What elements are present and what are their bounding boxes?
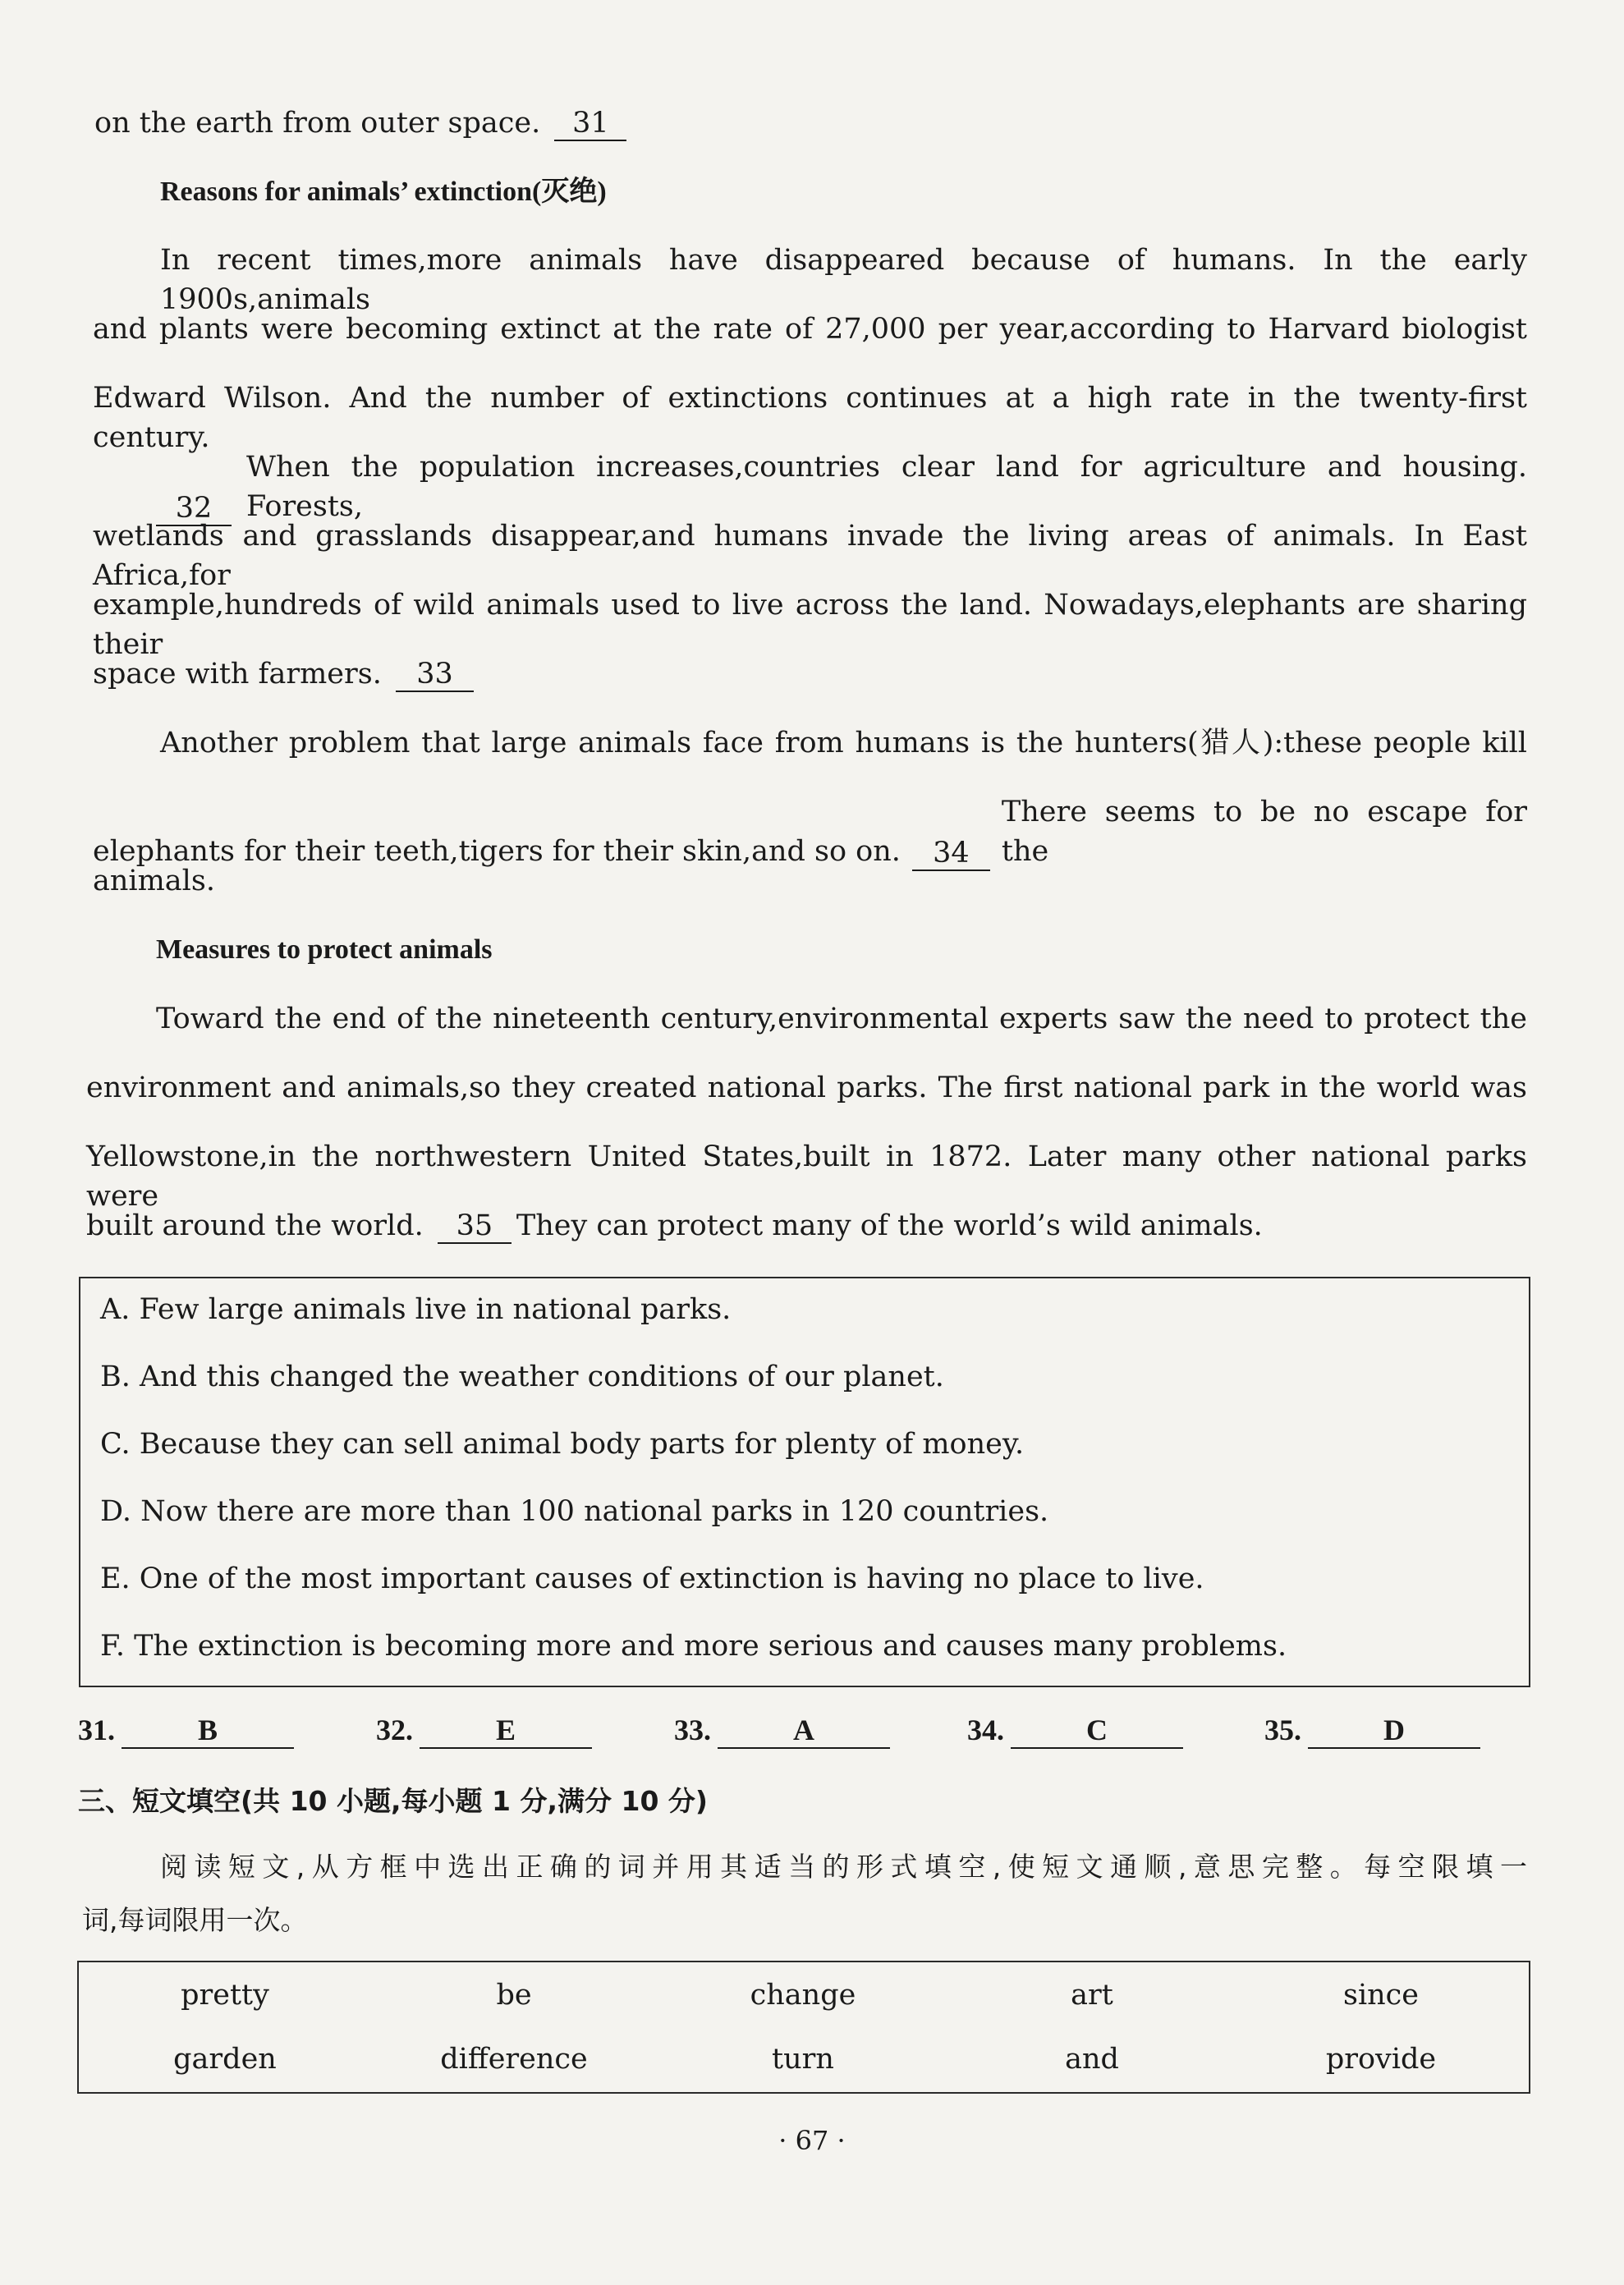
heading-reasons: Reasons for animals’ extinction(灭绝) (160, 177, 607, 207)
answer-value: E (420, 1713, 592, 1749)
answer-number: 34. (967, 1714, 1004, 1746)
option-c: C. Because they can sell animal body parts for plenty of money. (100, 1428, 1025, 1461)
answer-value: C (1011, 1713, 1183, 1749)
word-difference: difference (440, 2043, 588, 2076)
answer-value: D (1308, 1713, 1480, 1749)
answer-value: B (122, 1713, 294, 1749)
passage-line: In recent times,more animals have disappeared because of humans. In the early 1900s,animals (160, 244, 1527, 316)
word-and: and (1065, 2043, 1119, 2076)
answer-number: 32. (376, 1714, 413, 1746)
option-f: F. The extinction is becoming more and more serious and causes many problems. (100, 1630, 1287, 1663)
word-garden: garden (173, 2043, 277, 2076)
option-a: A. Few large animals live in national parks. (100, 1293, 732, 1326)
word-turn: turn (772, 2043, 834, 2076)
answer-32 (376, 1713, 592, 1749)
section3-title (78, 1782, 708, 1821)
page-number: · 67 · (778, 2125, 846, 2156)
blank-34: 34 (912, 837, 990, 871)
passage-line: animals. (93, 865, 215, 897)
section3-instruction: 阅读短文,从方框中选出正确的词并用其适当的形式填空,使短文通顺,意思完整。每空限填一 (160, 1851, 1527, 1883)
word-art: art (1071, 1979, 1113, 2012)
passage-line (86, 1206, 1263, 1246)
option-d: D. Now there are more than 100 national parks in 120 countries. (100, 1495, 1049, 1528)
passage-line: environment and animals,so they created national parks. The first national park in the world was (86, 1071, 1527, 1104)
word-since: since (1342, 1979, 1419, 2012)
passage-line (156, 447, 1527, 526)
passage-text: space with farmers. (93, 658, 382, 691)
option-b: B. And this changed the weather conditions of our planet. (100, 1360, 944, 1393)
passage-line (93, 792, 1527, 871)
blank-32: 32 (156, 492, 232, 526)
passage-line (93, 654, 479, 694)
passage-text: They can protect many of the world’s wild animals. (516, 1209, 1263, 1242)
option-e: E. One of the most important causes of extinction is having no place to live. (100, 1562, 1204, 1595)
section3-instruction: 词,每词限用一次。 (82, 1904, 308, 1936)
passage-text: There seems to be no escape for the (1001, 796, 1527, 868)
passage-line (94, 103, 631, 143)
blank-31: 31 (554, 107, 626, 141)
answer-35 (1264, 1713, 1480, 1749)
section3-title-text: 三、短文填空(共 10 小题,每小题 1 分,满分 10 分) (78, 1785, 708, 1817)
answer-value: A (718, 1713, 890, 1749)
word-change: change (750, 1979, 856, 2012)
passage-text: built around the world. (86, 1209, 424, 1242)
answer-31 (78, 1713, 294, 1749)
passage-line: example,hundreds of wild animals used to live across the land. Nowadays,elephants are sharing their (93, 589, 1527, 661)
answer-row (78, 1713, 1507, 1755)
passage-line: Edward Wilson. And the number of extinctions continues at a high rate in the twenty-first century. (93, 382, 1527, 454)
passage-line: Yellowstone,in the northwestern United States,built in 1872. Later many other national parks were (86, 1140, 1527, 1213)
word-box (77, 1961, 1530, 2094)
passage-text: on the earth from outer space. (94, 107, 541, 140)
word-be: be (496, 1979, 532, 2012)
answer-34 (967, 1713, 1183, 1749)
heading-measures: Measures to protect animals (156, 934, 493, 965)
blank-33: 33 (396, 658, 474, 692)
blank-35: 35 (438, 1209, 512, 1244)
passage-line: and plants were becoming extinct at the rate of 27,000 per year,according to Harvard biologist (93, 313, 1527, 346)
word-provide: provide (1325, 2043, 1437, 2076)
answer-number: 33. (674, 1714, 711, 1746)
passage-line: Toward the end of the nineteenth century,environmental experts saw the need to protect the (156, 1003, 1527, 1035)
answer-number: 35. (1264, 1714, 1301, 1746)
options-box (79, 1277, 1530, 1687)
answer-33 (674, 1713, 890, 1749)
word-pretty: pretty (181, 1979, 269, 2012)
answer-number: 31. (78, 1714, 115, 1746)
passage-line: wetlands and grasslands disappear,and humans invade the living areas of animals. In East Africa,for (93, 520, 1527, 592)
passage-text: elephants for their teeth,tigers for their skin,and so on. (93, 835, 901, 868)
passage-line: Another problem that large animals face from humans is the hunters(猎人):these people kill (160, 727, 1527, 759)
passage-text: When the population increases,countries clear land for agriculture and housing. Forests, (246, 451, 1527, 523)
